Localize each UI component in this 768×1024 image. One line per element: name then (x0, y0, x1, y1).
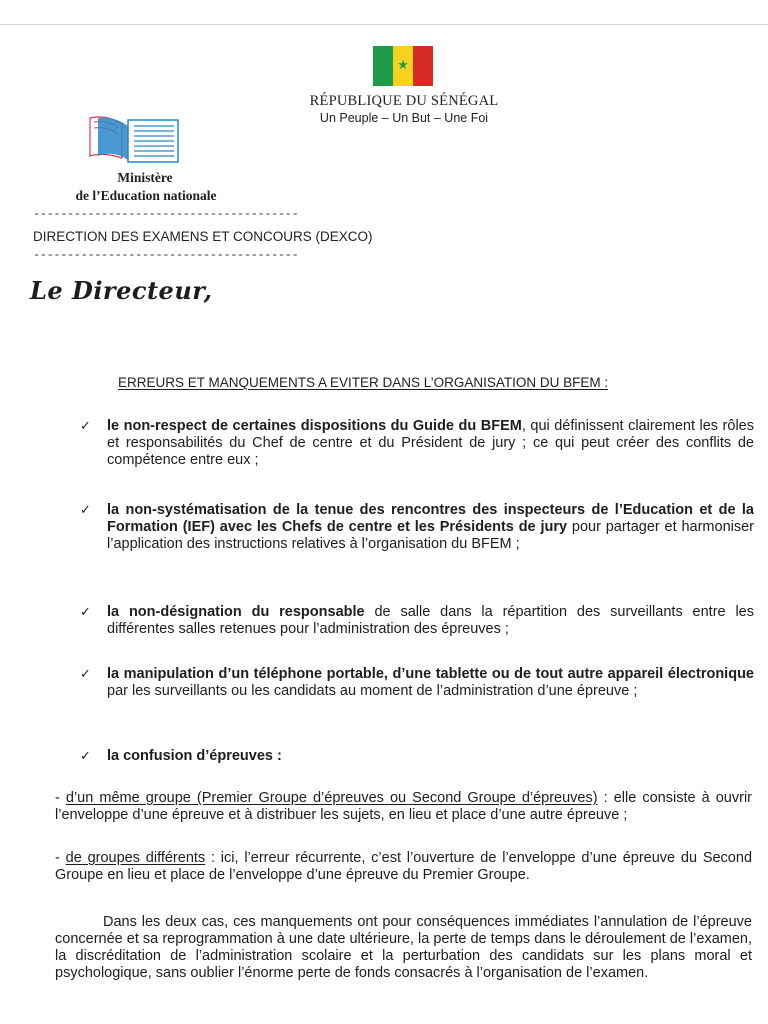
document-heading: ERREURS ET MANQUEMENTS A EVITER DANS L’ORGANISATION DU BFEM : (118, 375, 609, 390)
national-motto: Un Peuple – Un But – Une Foi (319, 111, 489, 125)
flag-band-yellow (393, 46, 413, 86)
check-icon: ✓ (80, 749, 91, 764)
sub-paragraph-text: : elle consiste à ouvrir l’enveloppe d’une épreuve et à distribuer les sujets, en lieu et place d’une autre épreuve ; (55, 790, 752, 823)
direction-name: DIRECTION DES EXAMENS ET CONCOURS (DEXCO) (33, 229, 373, 244)
sub-paragraph-different-groups (55, 850, 752, 884)
page-top-edge (0, 24, 768, 25)
conclusion-paragraph: Dans les deux cas, ces manquements ont pour conséquences immédiates l’annulation de l’épreuve concernée et sa reprogrammation à une date ultérieure, la perte de temps dans le déroulement de l’examen, la discréditation de l’administration scolaire et la perturbation des candidats sur les plans moral et psychologique, sans oublier l’énorme perte de fonds consacrés à l’organisation de l’examen. (55, 914, 752, 981)
separator-line-top: --------------------------------------- (33, 207, 299, 221)
check-icon: ✓ (80, 503, 91, 518)
ministry-name-line2: de l’Education nationale (75, 188, 217, 203)
list-item (80, 748, 754, 765)
dash-prefix: - (55, 850, 66, 866)
item-text: , qui définissent clairement les rôles et responsabilités du Chef de centre et du Président de jury ; ce qui peut créer des conflits de compétence entre eux ; (107, 418, 754, 468)
item-text: pour partager et harmoniser l’application des instructions relatives à l’organisation du BFEM ; (107, 519, 755, 552)
item-text: par les surveillants ou les candidats au moment de l’administration d’une épreuve ; (107, 683, 638, 699)
ministry-logo-icon (84, 112, 180, 166)
separator-line-bottom: --------------------------------------- (33, 248, 299, 262)
list-item (80, 418, 754, 469)
check-icon: ✓ (80, 605, 91, 620)
senegal-flag-icon (373, 46, 433, 86)
list-item (80, 502, 754, 553)
underlined-term: de groupes différents (65, 850, 206, 866)
item-bold-text: la non-systématisation de la tenue des rencontres des inspecteurs de l’Education et de la Formation (IEF) avec les Chefs de centre et les Présidents de jury (107, 502, 754, 535)
flag-band-red (413, 46, 433, 86)
item-text: de salle dans la répartition des surveillants entre les différentes salles retenues pour l’administration des épreuves ; (107, 604, 754, 637)
check-icon: ✓ (80, 667, 91, 682)
republic-title: RÉPUBLIQUE DU SÉNÉGAL (309, 93, 499, 109)
director-signature: Le Directeur, (30, 276, 213, 305)
check-icon: ✓ (80, 419, 91, 434)
item-bold-text: le non-respect de certaines dispositions du Guide du BFEM (107, 418, 522, 434)
item-bold-text: la manipulation d’un téléphone portable, d’une tablette ou de tout autre appareil électronique (107, 666, 754, 682)
sub-paragraph-same-group (55, 790, 752, 824)
dash-prefix: - (55, 790, 66, 806)
underlined-term: d’un même groupe (Premier Groupe d’épreuves ou Second Groupe d’épreuves) (65, 790, 598, 806)
sub-paragraph-text: : ici, l’erreur récurrente, c’est l’ouverture de l’enveloppe d’une épreuve du Second Groupe en lieu et place de l’enveloppe d’une épreuve du Premier Groupe. (55, 850, 753, 883)
item-bold-text: la non-désignation du responsable (107, 604, 365, 620)
star-icon: ★ (397, 58, 409, 74)
flag-band-green (373, 46, 393, 86)
ministry-name-line1: Ministère (117, 170, 173, 185)
list-item (80, 666, 754, 700)
list-item (80, 604, 754, 638)
item-bold-text: la confusion d’épreuves : (107, 748, 282, 764)
